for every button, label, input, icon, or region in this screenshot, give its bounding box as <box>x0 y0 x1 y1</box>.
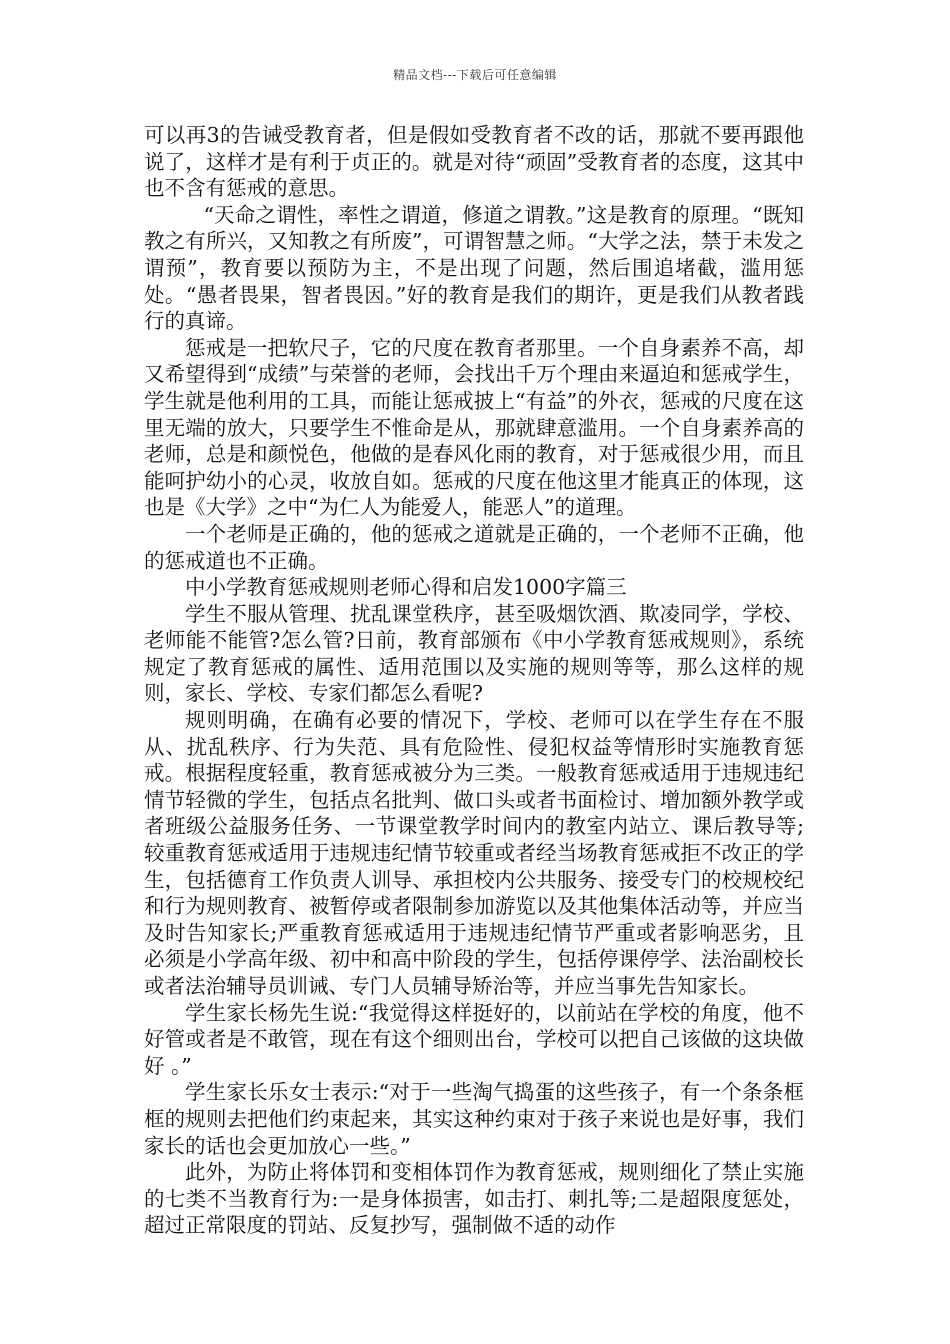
paragraph-7: 学生家长杨先生说:“我觉得这样挺好的，以前站在学校的角度，他不好管或者是不敢管，现在有这个细则出台，学校可以把自己该做的这块做好 。” <box>144 1000 804 1078</box>
section-heading: 中小学教育惩戒规则老师心得和启发1000字篇三 <box>185 575 627 600</box>
paragraph-8: 学生家长乐女士表示:“对于一些淘气捣蛋的这些孩子，有一个条条框框的规则去把他们约束起来，其实这种约束对于孩子来说也是好事，我们家长的话也会更加放心一些。” <box>144 1080 804 1158</box>
paragraph-6: 规则明确，在确有必要的情况下，学校、老师可以在学生存在不服从、扰乱秩序、行为失范、具有危险性、侵犯权益等情形时实施教育惩戒。根据程度轻重，教育惩戒被分为三类。一般教育惩戒适用于违规违纪情节轻微的学生，包括点名批判、做口头或者书面检讨、增加额外教学或者班级公益服务任务、一节课堂教学时间内的教室内站立、课后教导等;较重教育惩戒适用于违规违纪情节较重或者经当场教育惩戒拒不改正的学生，包括德育工作负责人训导、承担校内公共服务、接受专门的校规校纪和行为规则教育、被暂停或者限制参加游览以及其他集体活动等，并应当及时告知家长;严重教育惩戒适用于违规违纪情节严重或者影响恶劣，且必须是小学高年级、初中和高中阶段的学生，包括停课停学、法治副校长或者法治辅导员训诫、专门人员辅导矫治等，并应当事先告知家长。 <box>144 708 804 998</box>
paragraph-3: 惩戒是一把软尺子，它的尺度在教育者那里。一个自身素养不高，却又希望得到“成绩”与荣誉的老师，会找出千万个理由来逼迫和惩戒学生，学生就是他利用的工具，而能让惩戒披上“有益”的外衣，惩戒的尺度在这里无端的放大，只要学生不惟命是从，那就肆意滥用。一个自身素养高的老师，总是和颜悦色，他做的是春风化雨的教育，对于惩戒很少用，而且能呵护幼小的心灵，收放自如。惩戒的尺度在他这里才能真正的体现，这也是《大学》之中“为仁人为能爱人，能恶人”的道理。 <box>144 335 804 520</box>
paragraph-5: 学生不服从管理、扰乱课堂秩序，甚至吸烟饮酒、欺凌同学，学校、老师能不能管?怎么管?日前，教育部颁布《中小学教育惩戒规则》，系统规定了教育惩戒的属性、适用范围以及实施的规则等等，那么这样的规则，家长、学校、专家们都怎么看呢? <box>144 601 804 706</box>
paragraph-9: 此外，为防止将体罚和变相体罚作为教育惩戒，规则细化了禁止实施的七类不当教育行为:一是身体损害，如击打、刺扎等;二是超限度惩处，超过正常限度的罚站、反复抄写，强制做不适的动作 <box>144 1160 804 1238</box>
paragraph-4: 一个老师是正确的，他的惩戒之道就是正确的，一个老师不正确，他的惩戒道也不正确。 <box>144 521 804 573</box>
paragraph-1: 可以再3的告诫受教育者，但是假如受教育者不改的话，那就不要再跟他说了，这样才是有利于贞正的。就是对待“顽固”受教育者的态度，这其中也不含有惩戒的意思。 <box>144 123 804 201</box>
document-body <box>144 122 804 1239</box>
page-header: 精品文档---下载后可任意编辑 <box>393 68 557 82</box>
paragraph-2: “天命之谓性，率性之谓道，修道之谓教。”这是教育的原理。“既知教之有所兴，又知教之有所废”，可谓智慧之师。“大学之法，禁于未发之谓预”，教育要以预防为主，不是出现了问题，然后围追堵截，滥用惩处。“愚者畏果，智者畏因。”好的教育是我们的期许，更是我们从教者践行的真谛。 <box>144 202 804 334</box>
